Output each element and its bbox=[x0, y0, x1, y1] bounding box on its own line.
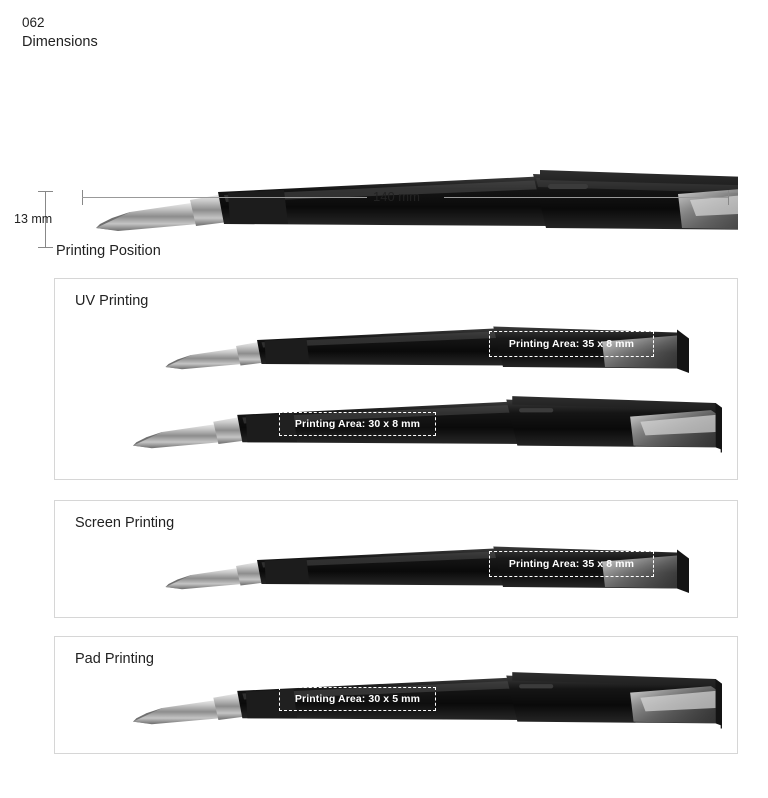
product-code: 062 bbox=[22, 15, 45, 30]
print-area-label: Printing Area: 30 x 5 mm bbox=[294, 693, 421, 705]
panel-label-screen-printing: Screen Printing bbox=[75, 515, 175, 531]
printing-position-title: Printing Position bbox=[56, 243, 161, 259]
print-area-label: Printing Area: 35 x 8 mm bbox=[508, 338, 635, 350]
print-area-label: Printing Area: 35 x 8 mm bbox=[508, 558, 635, 570]
length-measure-line bbox=[78, 189, 733, 205]
pen-illustration-dimensions bbox=[78, 164, 738, 260]
length-measure-cap-right bbox=[728, 190, 729, 205]
print-area-box-screen bbox=[489, 551, 654, 577]
panel-uv-printing bbox=[54, 278, 738, 480]
page-header bbox=[22, 14, 98, 52]
height-dimension-label: 13 mm bbox=[14, 212, 53, 226]
panel-label-pad-printing: Pad Printing bbox=[75, 651, 154, 667]
panel-screen-printing bbox=[54, 500, 738, 618]
length-measure-stem-left bbox=[82, 197, 367, 198]
length-dimension-label: 140 mm bbox=[373, 189, 420, 204]
panel-label-uv-printing: UV Printing bbox=[75, 293, 149, 309]
print-area-box-uv-bottom bbox=[279, 412, 436, 436]
length-measure-stem-right bbox=[444, 197, 729, 198]
height-measure-cap-bottom bbox=[38, 247, 53, 248]
print-area-label: Printing Area: 30 x 8 mm bbox=[294, 418, 421, 430]
panel-pad-printing bbox=[54, 636, 738, 754]
page-title: Dimensions bbox=[22, 34, 98, 50]
print-area-box-pad bbox=[279, 687, 436, 711]
print-area-box-uv-top bbox=[489, 331, 654, 357]
